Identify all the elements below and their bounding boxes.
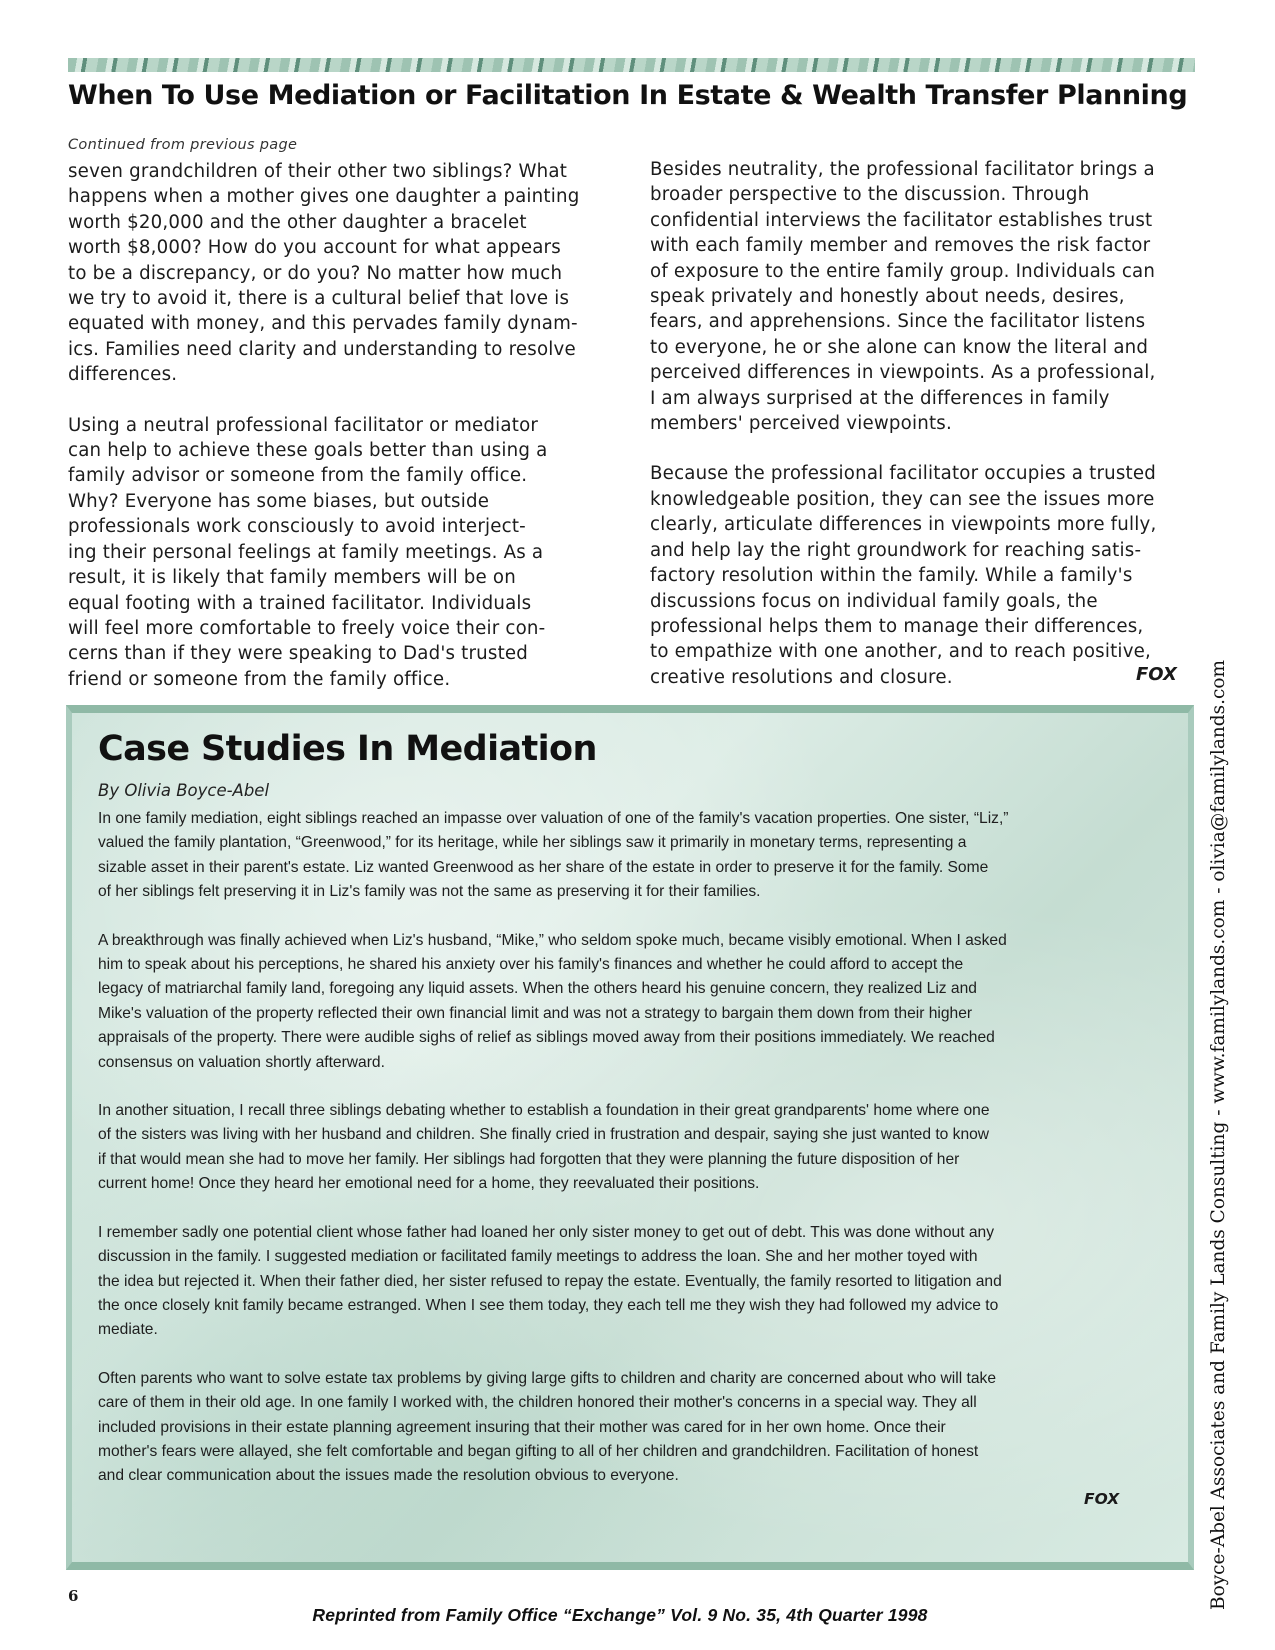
header-marble-bar [68, 58, 1195, 72]
vertical-contact-text: Boyce-Abel Associates and Family Lands Consulting - www.familylands.com - olivia@familylands.com [1208, 659, 1229, 1610]
case-paragraph: Often parents who want to solve estate tax problems by giving large gifts to children and charity are concerned about who will take care of them in their old age. In one family I worked with, the children honored their mother's concerns in a special way. They all included provisions in their estate planning agreement insuring that their mother was cared for in her own home. Once their mother's fears were allayed, she felt comfortable and began gifting to all of her children and grandchildren. Facilitation of honest and clear communication about the issues made the resolution obvious to everyone. [98, 1369, 996, 1485]
page-number: 6 [68, 1587, 79, 1605]
case-studies-title: Case Studies In Mediation [98, 729, 597, 769]
reprint-note: Reprinted from Family Office “Exchange” Vol. 9 No. 35, 4th Quarter 1998 [312, 1605, 928, 1625]
case-paragraph: In another situation, I recall three siblings debating whether to establish a foundation in their great grandparents' home where one of the sisters was living with her husband and children. She finally cried in frustration and despair, saying she just wanted to know if that would mean she had to move her family. Her siblings had forgotten that they were planning the future disposition of her current home! Once they heard her emotional need for a home, they reevaluated their positions. [98, 1102, 990, 1193]
article-title: When To Use Mediation or Facilitation In Estate & Wealth Transfer Planning [68, 80, 1188, 111]
case-studies-box [66, 705, 1194, 1570]
article-paragraph: seven grandchildren of their other two siblings? What happens when a mother gives one daughter a painting worth $20,000 and the other daughter a bracelet worth $8,000? How do you account for what appears to be a discrepancy, or do you? No matter how much we try to avoid it, there is a cultural belief that love is equated with money, and this pervades family dynam- ics. Families need clarity and understanding to resolve differences. [68, 161, 580, 386]
case-studies-signature: FOX [1084, 1490, 1120, 1508]
case-paragraph: In one family mediation, eight siblings reached an impasse over valuation of one of the family's vacation properties. One sister, “Liz,” valued the family plantation, “Greenwood,” for its heritage, while her siblings saw it primarily in monetary terms, representing a sizable asset in their parent's estate. Liz wanted Greenwood as her share of the estate in order to preserve it for the family. Some of her siblings felt preserving it in Liz's family was not the same as preserving it for their families. [98, 810, 1009, 901]
case-paragraph: I remember sadly one potential client whose father had loaned her only sister money to get out of debt. This was done without any discussion in the family. I suggested mediation or facilitated family meetings to address the loan. She and her mother toyed with the idea but rejected it. When their father died, her sister refused to repay the estate. Eventually, the family resorted to litigation and the once closely knit family became estranged. When I see them today, they each tell me they wish they had followed my advice to mediate. [98, 1223, 1002, 1339]
article-paragraph: Using a neutral professional facilitator or mediator can help to achieve these goals better than using a family advisor or someone from the family office. Why? Everyone has some biases, but outside professionals work consciously to avoid interject- ing their personal feelings at family meetings. As a result, it is likely that family members will be on equal footing with a trained facilitator. Individuals will feel more comfortable to freely voice their con- cerns than if they were speaking to Dad's trusted friend or someone from the family office. [68, 414, 548, 690]
article-paragraph: Because the professional facilitator occupies a trusted knowledgeable position, they can see the issues more clearly, articulate differences in viewpoints more fully, and help lay the right groundwork for reaching satis- factory resolution within the family. While a family's discussions focus on individual family goals, the professional helps them to manage their differences, to empathize with one another, and to reach positive, creative resolutions and closure. [650, 463, 1157, 688]
case-paragraph: A breakthrough was finally achieved when Liz's husband, “Mike,” who seldom spoke much, became visibly emotional. When I asked him to speak about his perceptions, he shared his anxiety over his family's finances and whether he could afford to accept the legacy of matriarchal family land, foregoing any liquid assets. When the others heard his genuine concern, they realized Liz and Mike's valuation of the property reflected their own financial limit and was not a strategy to bargain them down from their higher appraisals of the property. There were audible sighs of relief as siblings moved away from their positions immediately. We reached consensus on valuation shortly afterward. [98, 931, 1007, 1071]
article-left-column [68, 159, 616, 717]
continued-note: Continued from previous page [68, 137, 298, 153]
case-studies-body [98, 807, 1178, 1513]
article-signature: FOX [1136, 664, 1177, 685]
article-paragraph: Besides neutrality, the professional facilitator brings a broader perspective to the discussion. Through confidential interviews the facilitator establishes trust with each family member and removes the risk factor of exposure to the entire family group. Individuals can speak privately and honestly about needs, desires, fears, and apprehensions. Since the facilitator listens to everyone, he or she alone can know the literal and perceived differences in viewpoints. As a professional, I am always surprised at the differences in family members' perceived viewpoints. [650, 159, 1156, 435]
case-studies-byline: By Olivia Boyce-Abel [98, 781, 270, 800]
article-right-column [650, 157, 1195, 715]
